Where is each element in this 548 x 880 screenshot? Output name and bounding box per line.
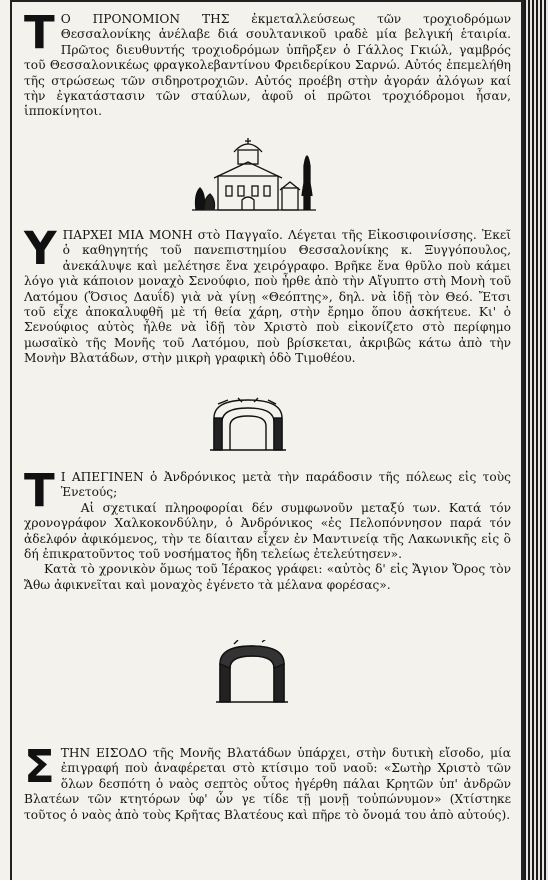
drop-cap: Τ: [24, 464, 55, 517]
article-paragraph: Ι ΑΠΕΓΙΝΕΝ ὁ Ἀνδρόνικος μετὰ τὴν παράδοσιν τῆς πόλεως εἰς τοὺς Ἐνετούς;: [60, 470, 511, 500]
article-paragraph: ΠΑΡΧΕΙ ΜΙΑ ΜΟΝΗ στὸ Παγγαῖο. Λέγεται τῆς Εἰκοσιφοινίσσης. Ἐκεῖ ὁ καθηγητής τοῦ πανεπιστημίου Θεσσαλονίκης κ. Ξυγγόπουλος, ἀνεκάλυψε καὶ μελέτησε ἕνα χειρόγραφο. Βρῆκε ἕνα θρῦλο ποὺ κάμει λόγο γιὰ κάποιον μοναχὸ Σενούφιο, ποὺ ἦρθε ἀπὸ τὴν Αἴγυπτο στὴ Μονὴ τοῦ Λατόμου (Ὅσιος Δαυΐδ) γιὰ νὰ γίνῃ «Θεόπτης», δηλ. νὰ ἰδῇ τὸν Θεό. Ἔτσι τοῦ εἶχε ἀποκαλυφθῆ μὲ τή θεία χάρη, στὴν ἔρημο ὅπου ἀσκήτευε. Κι' ὁ Σενούφιος αὐτὸς ἦλθε νὰ ἰδῇ τὸν Χριστὸ ποὺ εἰκονίζετο στὸ περίφημο μωσαϊκὸ τῆς Μονῆς τοῦ Λατόμου, ποὺ βρίσκεται, ἀκριβῶς κάτω ἀπὸ τὴν Μονὴν Βλατάδων, στὴν μικρὴ γραφικὴ ὁδὸ Τιμοθέου.: [24, 228, 511, 366]
left-rule: [10, 0, 12, 880]
drop-cap: Υ: [24, 222, 57, 275]
article-paragraph: ΤΗΝ ΕΙΣΟΔΟ τῆς Μονῆς Βλατάδων ὑπάρχει, στὴν δυτικὴ εἴσοδο, μία ἐπιγραφή ποὺ ἀναφέρεται στὸ κτίσιμο τοῦ ναοῦ: «Σωτὴρ Χριστὸ τῶν ὅλων δεσπότη ὁ ναὸς σεπτὸς οὗτος ἠγέρθη πάλαι Κρητῶν ὑπ' ἀνδρῶν Βλατέων τῶν κτητόρων ὑφ' ὧν γε τίδε τῇ μονῇ τοὐπώνυμον» (Χτίστηκε τοῦτος ὁ ναὸς ἀπὸ τοὺς Κρῆτας Βλατέους καὶ πῆρε τὸ ὄνομά του ἀπὸ αὐτούς).: [24, 746, 511, 822]
drop-cap: Σ: [24, 740, 55, 793]
article-paragraph: Αἱ σχετικαί πληροφορίαι δέν συμφωνοῦν μεταξύ των. Κατά τόν χρονογράφον Χαλκοκονδύλην, ὁ Ἀνδρόνικος «ἐς Πελοπόννησον παρά τόν ἀδελφόν ἀφικόμενος, τὴν τε δίαιταν εἶχεν ἐν Μαντινείᾳ τῆς Λακωνικῆς εἰς ὃ δή ἐπικρατοῦντος τοῦ νοσήματος ἤδη τελείως ἐτελεύτησεν».: [24, 500, 511, 562]
church-with-cypress-illustration: [190, 136, 320, 214]
ruined-arch-illustration: [214, 640, 290, 704]
article-vlatadon-entrance: [24, 740, 511, 823]
article-monastery-paggaio: [24, 222, 511, 367]
article-andronikos: [24, 464, 511, 593]
ruined-arch-illustration: [208, 396, 288, 452]
striped-border: [524, 0, 548, 880]
article-tram-concession: [24, 6, 511, 120]
article-paragraph: Ο ΠΡΟΝΟΜΙΟΝ ΤΗΣ ἐκμεταλλεύσεως τῶν τροχιοδρόμων Θεσσαλονίκης ἀνέλαβε διά σουλτανικοῦ ιραδὲ μία βελγική ἑταιρία. Πρῶτος διευθυντής τροχιοδρόμων ὑπῆρξεν ὁ Γάλλος Γκιώλ, γαμβρός τοῦ Θεσσαλονικέως φραγκολεβαντίνου Φρειδερίκου Σαρνώ. Αὐτός ἐπεμελήθη τῆς στρώσεως τῶν σιδηροτροχιῶν. Αὐτός προέβη στὴν ἀγοράν ἀλόγων καί τὴν ἐγκατάστασιν τῶν σταύλων, ἀφοῦ οἱ πρῶτοι τροχιόδρομοι ἦσαν, ἱπποκίνητοι.: [24, 12, 511, 119]
top-rule: [10, 0, 525, 2]
article-paragraph: Κατὰ τὸ χρονικὸν ὅμως τοῦ Ἱέρακος γράφει: «αὐτὸς δ' εἰς Ἄγιον Ὄρος τὸν Ἄθω ἀφικνεῖται καὶ μοναχὸς ἐγένετο τὰ μέλανα φορέσας».: [24, 562, 511, 592]
drop-cap: Τ: [24, 6, 55, 59]
